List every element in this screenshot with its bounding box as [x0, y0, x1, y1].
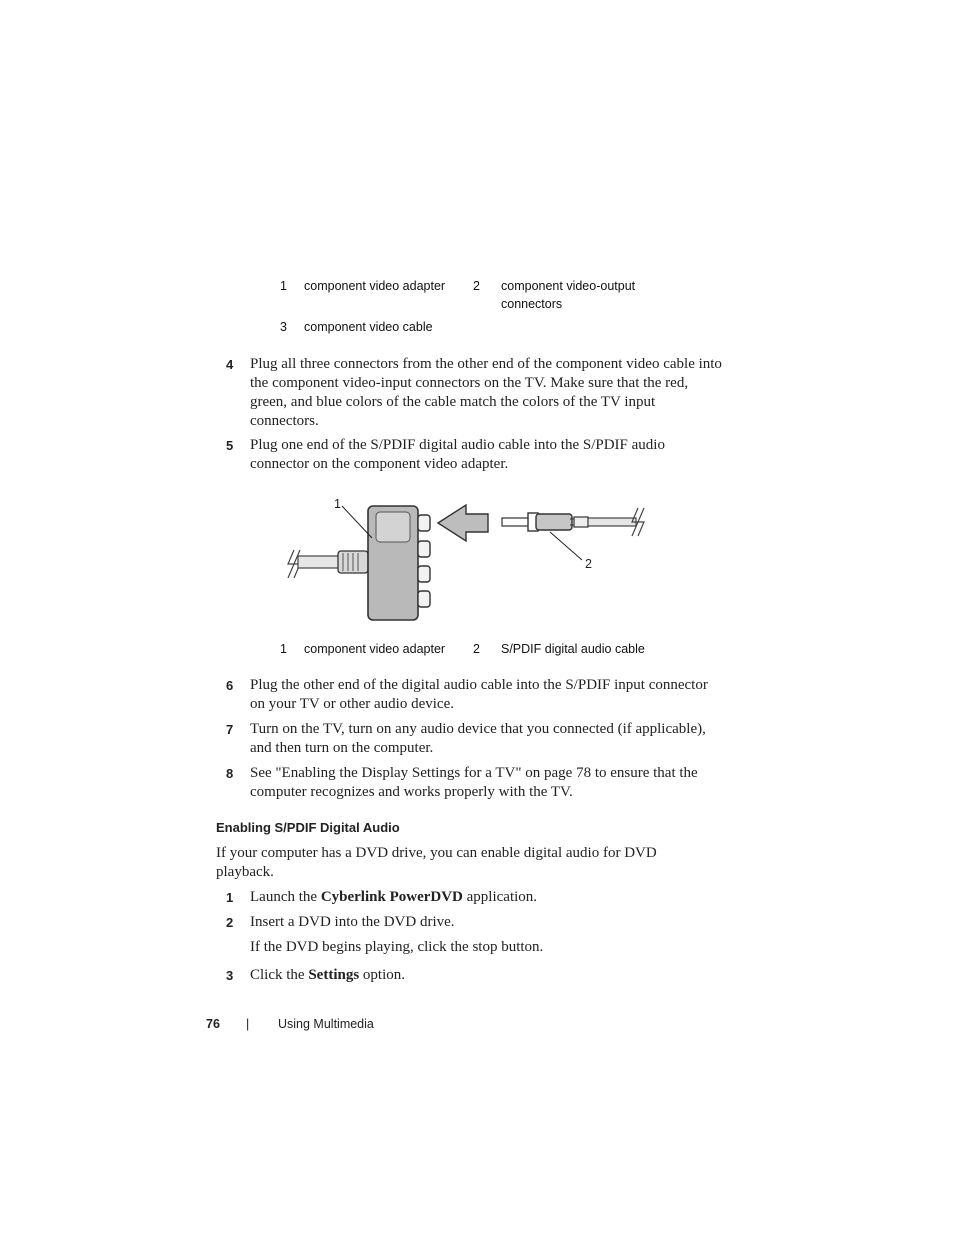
legend-text: component video cable	[304, 320, 433, 334]
section-heading: Enabling S/PDIF Digital Audio	[216, 820, 400, 835]
step-number: 4	[226, 357, 234, 372]
app-name: Cyberlink PowerDVD	[320, 889, 463, 905]
step-text-pre: Click the	[250, 967, 309, 983]
legend-number: 3	[280, 320, 287, 334]
legend-text: component video adapter	[304, 642, 446, 656]
footer-title: Using Multimedia	[278, 1017, 374, 1031]
step-text: Insert a DVD into the DVD drive.	[250, 914, 455, 930]
step-text: Plug all three connectors from the other end of the component video cable into the component video-input connectors on the TV. Make sure that the red, green, and blue colors of the cable match the colors of the TV input connectors.	[250, 356, 722, 429]
figure-legend-1	[280, 277, 700, 341]
legend-number: 2	[473, 642, 480, 656]
step-text-post: application.	[462, 889, 538, 905]
step-4	[226, 355, 726, 431]
step-text: Turn on the TV, turn on any audio device that you connected (if applicable), and then turn on the computer.	[250, 721, 706, 756]
section-intro: If your computer has a DVD drive, you can enable digital audio for DVD playback.	[216, 845, 657, 880]
section-step-2	[226, 913, 726, 932]
step-number: 7	[226, 722, 234, 737]
step-note: If the DVD begins playing, click the stop button.	[250, 939, 544, 955]
video-cable-icon	[288, 550, 368, 578]
footer-separator: |	[246, 1017, 250, 1031]
step-number: 8	[226, 766, 234, 781]
step-text: Plug one end of the S/PDIF digital audio cable into the S/PDIF audio connector on the component video adapter.	[250, 437, 665, 472]
step-text	[250, 888, 726, 907]
step-text	[250, 966, 726, 985]
spdif-cable-icon	[502, 508, 644, 536]
insert-arrow-icon	[438, 505, 488, 541]
legend-number: 1	[280, 279, 287, 293]
spdif-connection-illustration	[280, 492, 660, 632]
figure-legend-2	[280, 640, 700, 660]
section-step-2-note	[226, 938, 726, 957]
page-number: 76	[206, 1017, 220, 1031]
step-number: 2	[226, 915, 234, 930]
step-5	[226, 436, 726, 474]
section-step-1	[226, 888, 726, 907]
legend-number: 2	[473, 279, 480, 293]
step-text: See "Enabling the Display Settings for a TV" on page 78 to ensure that the computer recognizes and works properly with the TV.	[250, 765, 698, 800]
step-6	[226, 676, 726, 714]
step-number: 5	[226, 438, 234, 453]
legend-number: 1	[280, 642, 287, 656]
component-video-adapter-icon	[368, 506, 430, 620]
option-name: Settings	[308, 967, 360, 983]
step-number: 1	[226, 890, 234, 905]
section-step-3	[226, 966, 726, 985]
legend-text: component video-output connectors	[501, 279, 636, 311]
legend-text: component video adapter	[304, 279, 446, 293]
step-7	[226, 720, 726, 758]
step-number: 6	[226, 678, 234, 693]
step-number: 3	[226, 968, 234, 983]
callout-2: 2	[585, 557, 592, 571]
step-8	[226, 764, 726, 802]
step-text-pre: Launch the	[250, 889, 321, 905]
step-text: Plug the other end of the digital audio cable into the S/PDIF input connector on your TV or other audio device.	[250, 677, 708, 712]
callout-1: 1	[334, 497, 341, 511]
legend-text: S/PDIF digital audio cable	[501, 642, 645, 656]
step-text-post: option.	[359, 967, 406, 983]
